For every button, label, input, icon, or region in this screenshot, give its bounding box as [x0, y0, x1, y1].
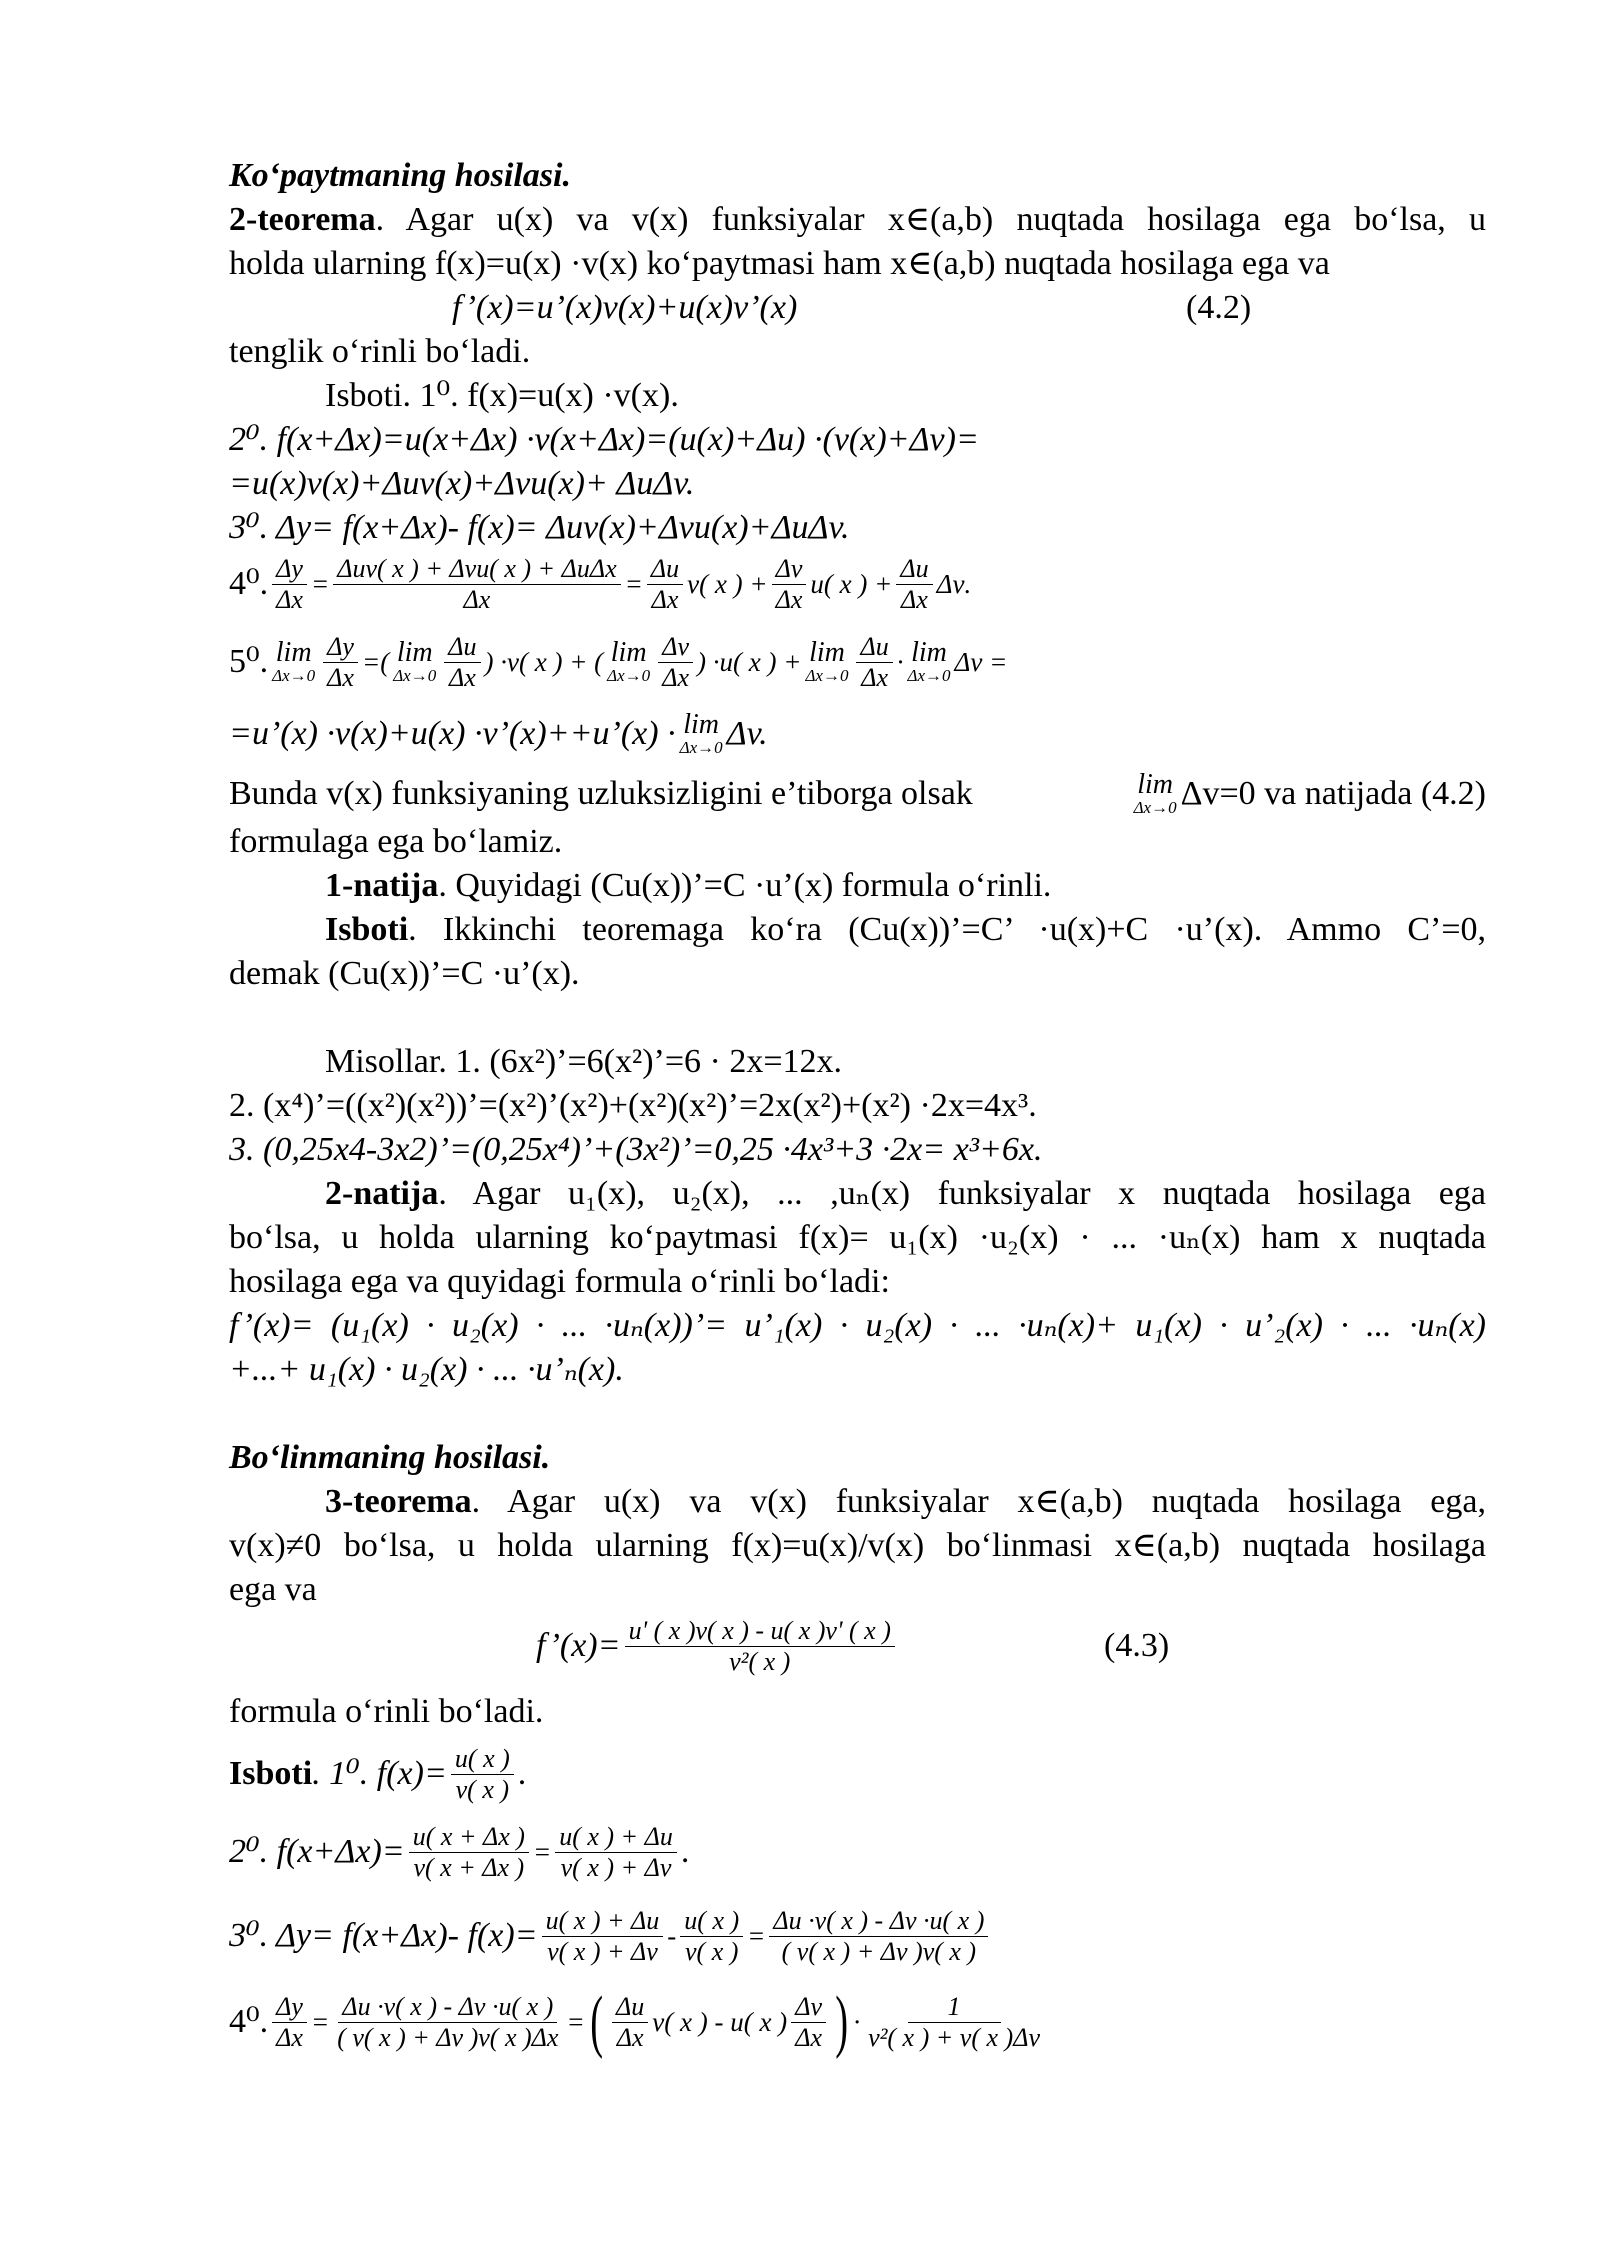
limit-4: lim Δx→0: [805, 637, 849, 685]
limit-1: lim Δx→0: [272, 637, 316, 685]
frac5-dy-dx: $\frac{\Delta y}{\Delta x}$: [323, 632, 358, 693]
frac-dy-dx: $\frac{\Delta y}{\Delta x}$: [272, 554, 307, 615]
corollary2-line3: hosilaga ega va quyidagi formula o‘rinli bo‘ladi:: [229, 1263, 890, 1300]
example-3: 3. (0,25x4-3x2)’=(0,25x⁴)’+(3x²)’=0,25 ·4x³+3 ·2x= x³+6x.: [229, 1131, 1043, 1168]
corollary2-line2: bo‘lsa, u holda ularning ko‘paytmasi f(x)= u₁(x) ·u₂(x) · ... ·uₙ(x) ham x nuqtada: [229, 1219, 1486, 1256]
section-title-product: Ko‘paytmaning hosilasi.: [229, 157, 571, 194]
corollary1-proof-end: demak (Cu(x))’=C ·u’(x).: [229, 955, 580, 992]
limit-3: lim Δx→0: [607, 637, 651, 685]
theorem3-line5: formula o‘rinli bo‘ladi.: [229, 1693, 544, 1730]
proof1-step7: Bunda v(x) funksiyaning uzluksizligini e’tiborga olsak lim Δx→0 Δv=0 va natijada (4.2): [229, 769, 1486, 817]
frac-delta-sum: $\frac{\text{Δuv( x ) + Δvu( x ) + ΔuΔx}}{\Delta x}$: [333, 554, 620, 615]
corollary2-label: 2-natija: [325, 1175, 439, 1212]
limit-7: lim Δx→0: [1133, 769, 1177, 817]
frac5-du-dx-2: $\frac{\Delta u}{\Delta x}$: [856, 632, 892, 693]
proof1-step4: 4⁰. $\frac{\Delta y}{\Delta x}$ = $\frac{\text{Δuv( x ) + Δvu( x ) + ΔuΔx}}{\Delta x}$ = $\frac{\Delta u}{\Delta x}$ v( x ) + $\frac{\Delta v}{\Delta x}$ u( x ) + $\frac{\Delta u}{\Delta x}$ Δv .: [229, 553, 972, 614]
corollary1-proof: Isboti. Ikkinchi teoremaga ko‘ra (Cu(x))’=C’ ·u(x)+C ·u’(x). Ammo C’=0,: [325, 911, 1486, 948]
frac5-dv-dx: $\frac{\Delta v}{\Delta x}$: [658, 632, 693, 693]
proof3-step1: Isboti . 1⁰. f(x)= $\frac{u( x )}{v( x )}$ .: [229, 1743, 527, 1804]
term-dv: Δv: [936, 569, 965, 599]
term-ux: u( x ) +: [810, 569, 893, 599]
limit-5: lim Δx→0: [907, 637, 951, 685]
theorem2-line4: tenglik o‘rinli bo‘ladi.: [229, 333, 531, 370]
formula-number-4-3: (4.3): [1104, 1627, 1170, 1664]
frac-du-dx: $\frac{\Delta u}{\Delta x}$: [647, 554, 683, 615]
theorem3-line2: v(x)≠0 bo‘lsa, u holda ularning f(x)=u(x)/v(x) bo‘linmasi x∈(a,b) nuqtada hosilaga: [229, 1527, 1486, 1564]
theorem2-line2: holda ularning f(x)=u(x) ·v(x) ko‘paytmasi ham x∈(a,b) nuqtada hosilaga ega va: [229, 245, 1330, 282]
theorem2-line1: [229, 198, 1486, 242]
frac-dv-dx: $\frac{\Delta v}{\Delta x}$: [772, 554, 807, 615]
theorem2-label: 2-teorema: [229, 201, 376, 238]
corollary2-formula-line1: f’(x)= (u₁(x) · u₂(x) · ... ·uₙ(x))’= u’₁(x) · u₂(x) · ... ·uₙ(x)+ u₁(x) · u’₂(x) · ... ·uₙ(x): [229, 1307, 1486, 1344]
corollary1-label: 1-natija: [325, 867, 439, 904]
proof1-step3: 3⁰. Δy= f(x+Δx)- f(x)= Δuv(x)+Δvu(x)+ΔuΔv.: [229, 509, 850, 546]
proof1-step8: formulaga ega bo‘lamiz.: [229, 823, 563, 860]
step5-label: 5⁰.: [229, 643, 269, 680]
example-1: Misollar. 1. (6x²)’=6(x²)’=6 · 2x=12x.: [325, 1043, 843, 1080]
proof1-step5: 5⁰. lim Δx→0 $\frac{\Delta y}{\Delta x}$ =( lim Δx→0 $\frac{\Delta u}{\Delta x}$ ) ·v( x ) + ( lim Δx→0 $\frac{\Delta v}{\Delta x}$ ) ·u( x ) + lim Δx→0 $\frac{\Delta u}{\Delta x}$ · lim Δx→0 Δv =: [229, 631, 1008, 692]
corollary2-line1: 2-natija. Agar u₁(x), u₂(x), ... ,uₙ(x) funksiyalar x nuqtada hosilaga ega: [325, 1175, 1486, 1212]
theorem3-line3: ega va: [229, 1571, 317, 1608]
term-vx: v( x ) +: [687, 569, 768, 599]
corollary1-proof-label: Isboti: [325, 911, 409, 948]
proof3-label: Isboti: [229, 1755, 313, 1792]
theorem3-line1: 3-teorema. Agar u(x) va v(x) funksiyalar x∈(a,b) nuqtada hosilaga ega,: [325, 1483, 1486, 1520]
proof3-step2: 2⁰. f(x+Δx)= $\frac{u( x + \Delta x )}{v( x + \Delta x )}$ = $\frac{u( x ) + \Delta u}{v( x ) + \Delta v}$ .: [229, 1821, 690, 1882]
corollary1-line: 1-natija. Quyidagi (Cu(x))’=C ·u’(x) formula o‘rinli.: [325, 867, 1052, 904]
frac5-du-dx: $\frac{\Delta u}{\Delta x}$: [444, 632, 480, 693]
step4-label: 4⁰.: [229, 565, 269, 602]
proof1-step2b: =u(x)v(x)+Δuv(x)+Δvu(x)+ ΔuΔv.: [229, 465, 695, 502]
proof1-step1: Isboti. 1⁰. f(x)=u(x) ·v(x).: [325, 377, 679, 414]
formula-number-4-2: (4.2): [1186, 289, 1252, 326]
theorem3-label: 3-teorema: [325, 1483, 472, 1520]
proof1-step6: =u’(x) ·v(x)+u(x) ·v’(x)++u’(x) · lim Δx→0 Δv.: [229, 709, 768, 757]
example-2: 2. (x⁴)’=((x²)(x²))’=(x²)’(x²)+(x²)(x²)’=2x(x²)+(x²) ·2x=4x³.: [229, 1087, 1037, 1124]
section-title-quotient: Bo‘linmaning hosilasi.: [229, 1439, 551, 1476]
proof1-step2: 2⁰. f(x+Δx)=u(x+Δx) ·v(x+Δx)=(u(x)+Δu) ·(v(x)+Δv)=: [229, 421, 979, 458]
formula-4-2: f’(x)=u’(x)v(x)+u(x)v’(x): [452, 289, 798, 326]
formula-4-3: f’(x)= $\frac{u' ( x )v( x ) - u( x )v' ( x )}{\text{v²( x )}}$: [536, 1608, 1016, 1684]
proof3-step4: 4⁰. $\frac{\Delta y}{\Delta x}$ = $\frac{\Delta u \cdot v( x ) - \Delta v \cdot u( x )}{( v( x ) + \Delta v )v( x )\Delta x}$ = ( $\frac{\Delta u}{\Delta x}$ v( x ) - u( x ) $\frac{\Delta v}{\Delta x}$ ) · $\frac{1}{\text{v²( x ) + v( x )Δv}}$: [229, 1983, 1040, 2060]
proof3-step3: 3⁰. Δy= f(x+Δx)- f(x)= $\frac{u( x ) + \Delta u}{v( x ) + \Delta v}$ - $\frac{u( x )}{v( x )}$ = $\frac{\Delta u \cdot v( x ) - \Delta v \cdot u( x )}{( v( x ) + \Delta v )v( x )}$: [229, 1898, 1486, 1974]
theorem2-text1: . Agar u(x) va v(x) funksiyalar x∈(a,b) nuqtada hosilaga ega bo‘lsa, u: [375, 201, 1486, 238]
frac-du-dx-2: $\frac{\Delta u}{\Delta x}$: [896, 554, 932, 615]
limit-2: lim Δx→0: [393, 637, 437, 685]
corollary2-formula-line2: +...+ u₁(x) · u₂(x) · ... ·u’ₙ(x).: [229, 1351, 624, 1388]
frac-quotient-rule: $\frac{u' ( x )v( x ) - u( x )v' ( x )}{\text{v²( x )}}$: [625, 1616, 895, 1677]
limit-6: lim Δx→0: [679, 709, 723, 757]
